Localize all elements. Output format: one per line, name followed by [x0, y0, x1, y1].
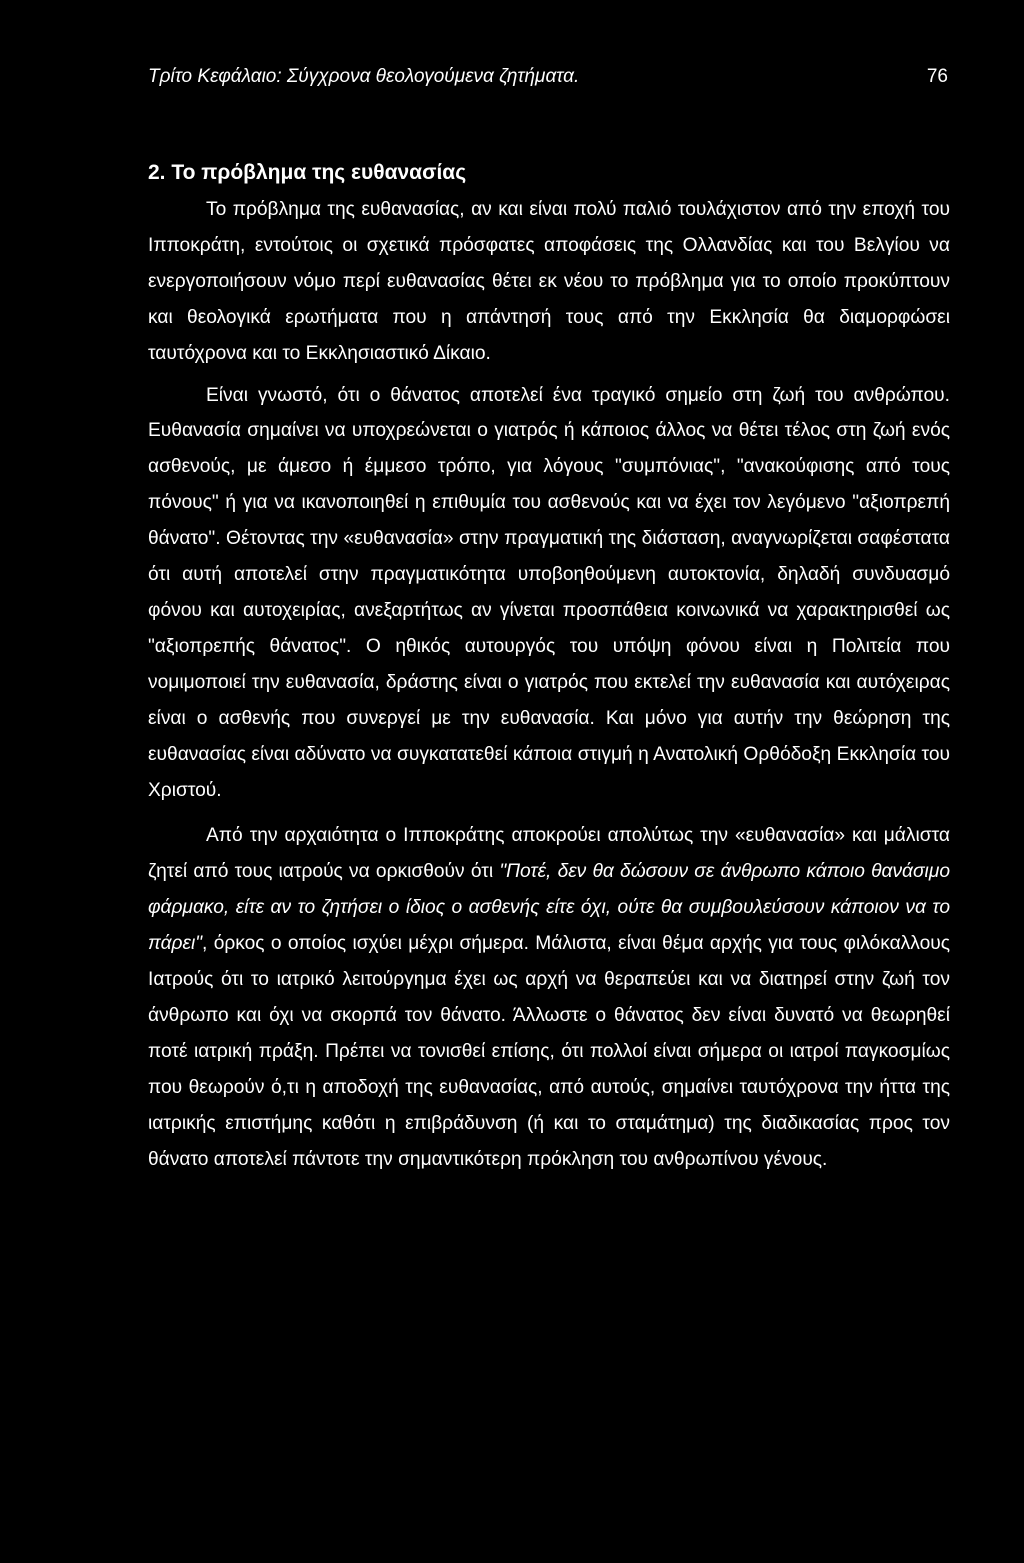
hippocratic-oath-quote: "Ποτέ, δεν θα δώσουν σε άνθρωπο κάποιο θανάσιμο φάρμακο, είτε αν το ζητήσει ο ίδιος ο ασθενής είτε όχι, ούτε θα συμβουλεύσουν κάποιον να το πάρει"	[148, 861, 950, 955]
chapter-title: Τρίτο Κεφάλαιο: Σύγχρονα θεολογούμενα ζητήματα.	[148, 66, 580, 87]
paragraph-1: Το πρόβλημα της ευθανασίας, αν και είναι πολύ παλιό τουλάχιστον από την εποχή του Ιπποκράτη, εντούτοις οι σχετικά πρόσφατες αποφάσεις της Ολλανδίας και του Βελγίου να ενεργοποιήσουν νόμο περί ευθανασίας θέτει εκ νέου το πρόβλημα για το οποίο προκύπτουν και θεολογικά ερωτήματα που η απάντησή τους από την Εκκλησία θα διαμορφώσει ταυτόχρονα και το Εκκλησιαστικό Δίκαιο.	[148, 199, 950, 364]
main-content	[148, 158, 950, 1177]
paragraph-3-start: Από την αρχαιότητα ο Ιπποκράτης αποκρούει απολύτως την «ευθανασία» και μάλιστα ζητεί από τους ιατρούς να ορκισθούν ότι	[148, 825, 950, 883]
paragraph-3	[148, 818, 950, 1177]
section-title: 2. Το πρόβλημα της ευθανασίας	[148, 161, 467, 184]
page-number: 76	[926, 66, 948, 87]
running-header	[148, 62, 948, 92]
paragraph-3-end: , όρκος ο οποίος ισχύει μέχρι σήμερα. Μάλιστα, είναι θέμα αρχής για τους φιλόκαλλους Ιατρούς ότι το ιατρικό λειτούργημα έχει ως αρχή να θεραπεύει και να διατηρεί στην ζωή τον άνθρωπο και όχι να σκορπά τον θάνατο. Άλλωστε ο θάνατος δεν είναι δυνατό να θεωρηθεί ποτέ ιατρική πράξη. Πρέπει να τονισθεί επίσης, ότι πολλοί είναι σήμερα οι ιατροί παγκοσμίως που θεωρούν ό,τι η αποδοχή της ευθανασίας, από αυτούς, σημαίνει ταυτόχρονα την ήττα της ιατρικής επιστήμης καθότι η επιβράδυνση (ή και το σταμάτημα) της διαδικασίας προς τον θάνατο αποτελεί πάντοτε την σημαντικότερη πρόκληση του ανθρωπίνου γένους.	[148, 933, 950, 1170]
paragraph-2: Είναι γνωστό, ότι ο θάνατος αποτελεί ένα τραγικό σημείο στη ζωή του ανθρώπου. Ευθανασία σημαίνει να υποχρεώνεται ο γιατρός ή κάποιος άλλος να θέτει τέλος στη ζωή ενός ασθενούς, με άμεσο ή έμμεσο τρόπο, για λόγους "συμπόνιας", "ανακούφισης από τους πόνους" ή για να ικανοποιηθεί η επιθυμία του ασθενούς και να έχει τον λεγόμενο "αξιοπρεπή θάνατο". Θέτοντας την «ευθανασία» στην πραγματική της διάσταση, αναγνωρίζεται σαφέστατα ότι αυτή αποτελεί στην πραγματικότητα υποβοηθούμενη αυτοκτονία, δηλαδή συνδυασμό φόνου και αυτοχειρίας, ανεξαρτήτως αν γίνεται προσπάθεια κοινωνικά να χαρακτηρισθεί ως "αξιοπρεπής θάνατος". Ο ηθικός αυτουργός του υπόψη φόνου είναι η Πολιτεία που νομιμοποιεί την ευθανασία, δράστης είναι ο γιατρός που εκτελεί την ευθανασία και αυτόχειρας είναι ο ασθενής που συνεργεί με την ευθανασία. Και μόνο για αυτήν την θεώρηση της ευθανασίας είναι αδύνατο να συγκατατεθεί κάποια στιγμή η Ανατολική Ορθόδοξη Εκκλησία του Χριστού.	[148, 384, 950, 801]
